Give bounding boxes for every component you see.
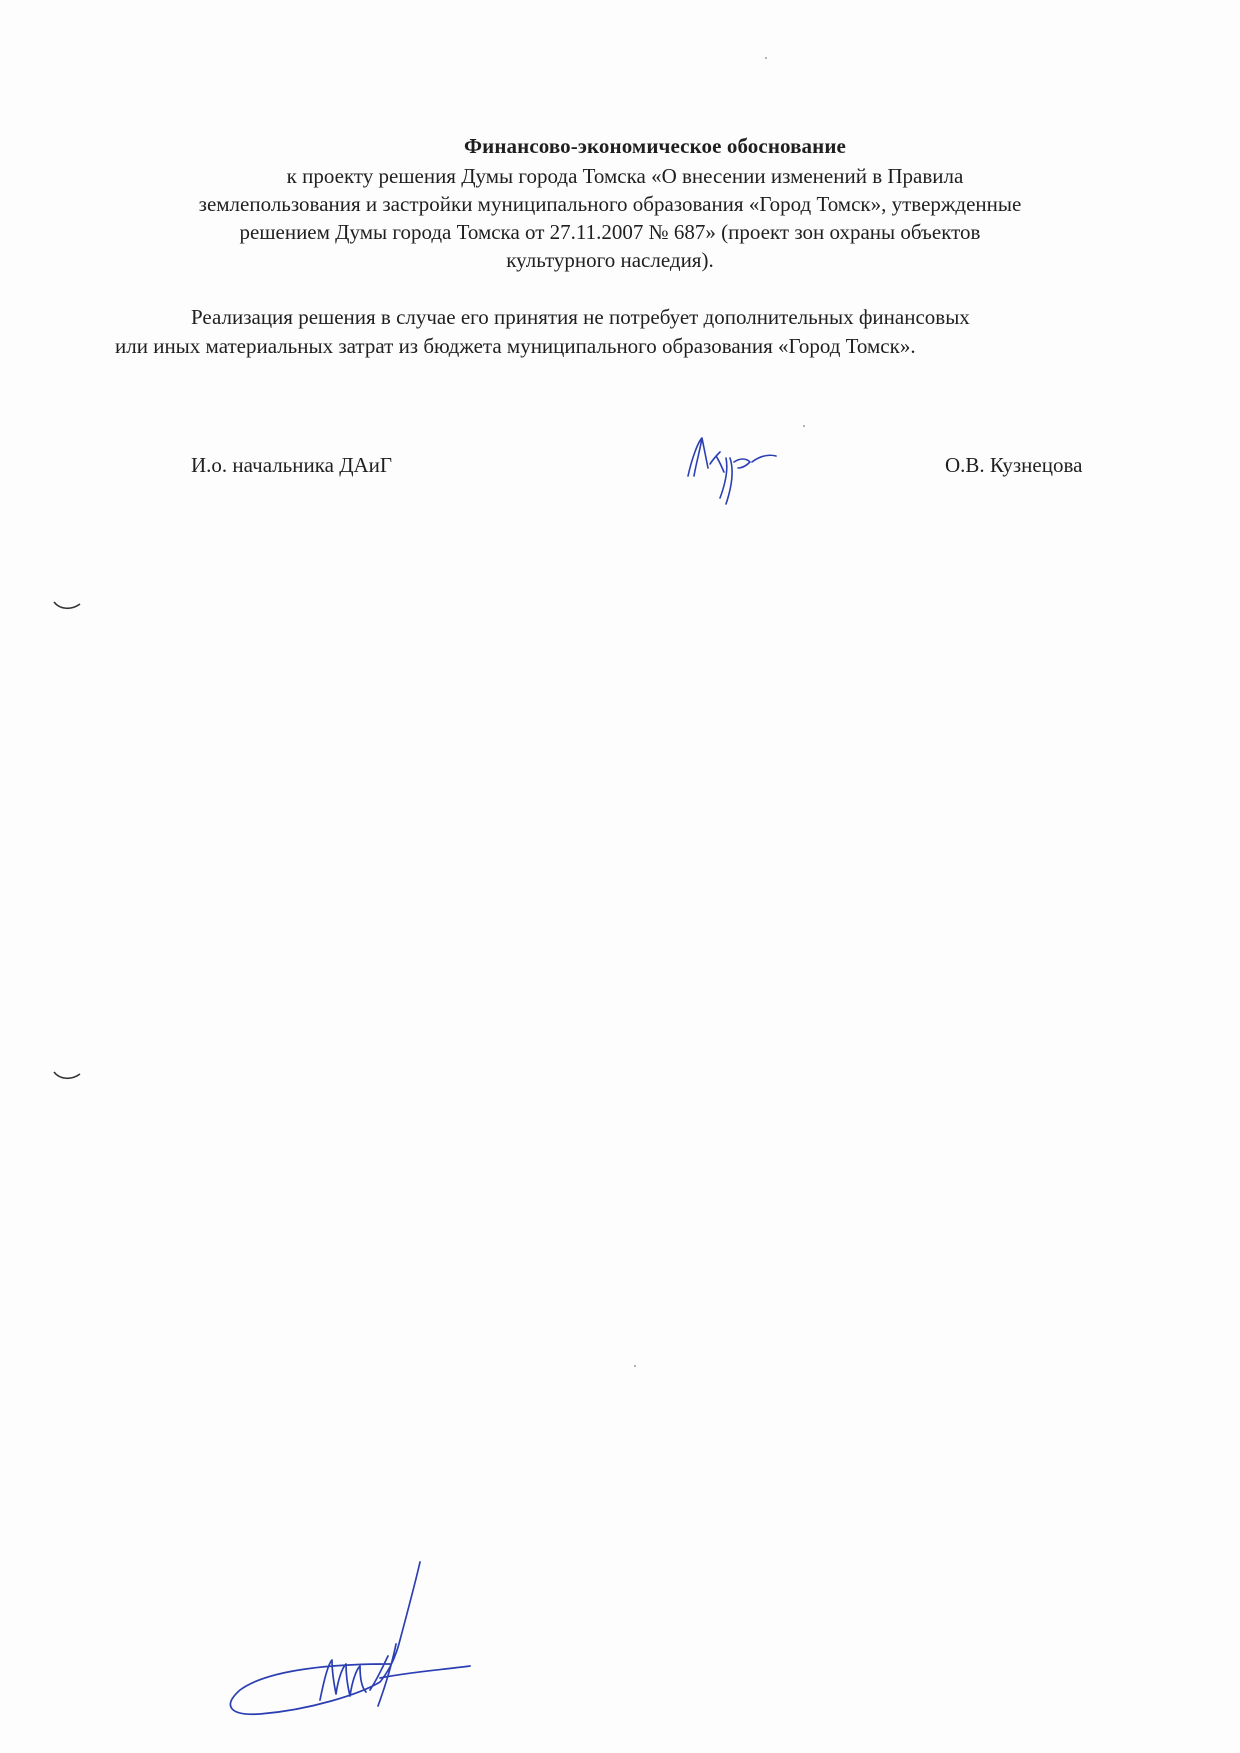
signer-name: О.В. Кузнецова: [945, 453, 1083, 477]
scan-speck: [803, 425, 805, 427]
document-title: Финансово-экономическое обоснование: [464, 134, 846, 158]
punch-mark-icon: [52, 1070, 82, 1082]
subtitle-line: культурного наследия).: [506, 248, 714, 272]
document-body: [115, 303, 1125, 361]
scan-speck: [765, 57, 767, 59]
handwritten-signature: [680, 428, 790, 508]
signature-block: [0, 447, 1240, 507]
subtitle-line: решением Думы города Томска от 27.11.2007 № 687» (проект зон охраны объектов: [239, 220, 981, 244]
subtitle-line: к проекту решения Думы города Томска «О внесении изменений в Правила: [286, 164, 964, 188]
body-line: Реализация решения в случае его принятия не потребует дополнительных финансовых: [191, 305, 970, 329]
subtitle-line: землепользования и застройки муниципального образования «Город Томск», утвержденные: [198, 192, 1022, 216]
signer-position: И.о. начальника ДАиГ: [191, 453, 393, 477]
bottom-signature: [220, 1560, 480, 1720]
document-subtitle: [110, 162, 1110, 274]
scan-speck: [634, 1365, 636, 1367]
body-line: или иных материальных затрат из бюджета муниципального образования «Город Томск».: [115, 334, 916, 358]
punch-mark-icon: [52, 600, 82, 612]
